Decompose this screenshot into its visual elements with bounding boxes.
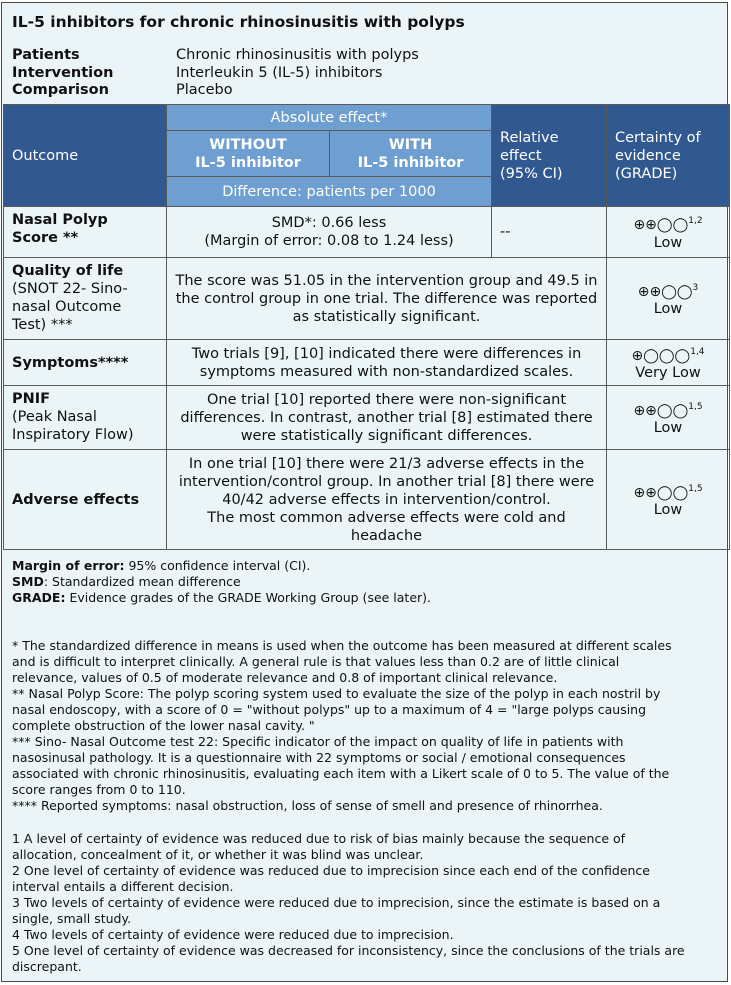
footnote-line: complete obstruction of the lower nasal cavity. "	[12, 718, 315, 733]
grade-note-line: 4 Two levels of certainty of evidence were reduced due to imprecision.	[12, 927, 454, 942]
grade-note-line: interval entails a different decision.	[12, 879, 234, 894]
comparison-value: Placebo	[176, 82, 233, 98]
effect-cell: The score was 51.05 in the intervention group and 49.5 in the control group in one trial. The difference was reported as statistically significant.	[167, 258, 607, 340]
footnote-line: and is difficult to interpret clinically. A general rule is that values less than 0.2 are of little clinical	[12, 654, 620, 669]
footnote-line: nasal endoscopy, with a score of 0 = "without polyps" up to a maximum of 4 = "large polyps causing	[12, 702, 647, 717]
grade-symbols: ⊕◯◯◯	[631, 347, 691, 364]
grade-label: Low	[653, 301, 683, 318]
footnotes-block	[12, 638, 724, 814]
effect-cell: One trial [10] reported there were non-significant differences. In contrast, another trial [8] estimated there were statistically significant differences.	[167, 386, 607, 450]
header-certainty: Certainty of evidence (GRADE)	[607, 105, 730, 207]
grade-label: Low	[653, 420, 683, 437]
grade-note-line: 3 Two levels of certainty of evidence were reduced due to imprecision, since the estimate is based on a	[12, 895, 661, 910]
grade-symbols: ⊕⊕◯◯	[637, 283, 693, 300]
findings-table	[3, 104, 730, 550]
effect-cell: SMD*: 0.66 less (Margin of error: 0.08 to 1.24 less)	[167, 207, 492, 258]
footnote-line: *** Sino- Nasal Outcome test 22: Specific indicator of the impact on quality of life in patients with	[12, 734, 624, 749]
footnote-line: ** Nasal Polyp Score: The polyp scoring system used to evaluate the size of the polyp in each nostril by	[12, 686, 661, 701]
outcome-cell: Adverse effects	[4, 450, 167, 550]
legend-block	[12, 558, 724, 606]
certainty-cell: ⊕⊕◯◯$^{1,5}$ Low	[607, 450, 730, 550]
header-relative-effect: Relative effect (95% CI)	[492, 105, 607, 207]
effect-cell: Two trials [9], [10] indicated there were differences in symptoms measured with non-standardized scales.	[167, 340, 607, 386]
header-difference: Difference: patients per 1000	[167, 177, 492, 207]
header-absolute-effect: Absolute effect*	[167, 105, 492, 131]
grade-symbols: ⊕⊕◯◯	[633, 484, 689, 501]
footnote-line: associated with chronic rhinosinusitis, evaluating each item with a Likert scale of 0 to 5. The value of the	[12, 766, 670, 781]
patients-value: Chronic rhinosinusitis with polyps	[176, 47, 419, 63]
legend-item: SMD: Standardized mean difference	[12, 574, 241, 589]
comparison-label: Comparison	[12, 82, 109, 98]
header-with: WITH IL-5 inhibitor	[330, 131, 492, 177]
footnote-line: nasosinusal pathology. It is a questionnaire with 22 symptoms or social / emotional consequences	[12, 750, 626, 765]
grade-notes-block	[12, 831, 724, 975]
grade-label: Low	[653, 234, 683, 251]
header-without: WITHOUT IL-5 inhibitor	[167, 131, 330, 177]
footnote-line: score ranges from 0 to 110.	[12, 782, 186, 797]
certainty-cell: ⊕⊕◯◯$^{1,5}$ Low	[607, 386, 730, 450]
legend-item: Margin of error: 95% confidence interval (CI).	[12, 558, 311, 573]
header-outcome: Outcome	[4, 105, 167, 207]
grade-note-line: discrepant.	[12, 959, 82, 974]
intervention-label: Intervention	[12, 64, 114, 81]
legend-item: GRADE: Evidence grades of the GRADE Working Group (see later).	[12, 590, 432, 605]
grade-note-line: allocation, concealment of it, or whether it was blind was unclear.	[12, 847, 424, 862]
certainty-cell: ⊕⊕◯◯$^3$ Low	[607, 258, 730, 340]
table-row	[4, 340, 730, 386]
table-row	[4, 258, 730, 340]
outcome-cell: Nasal Polyp Score **	[4, 207, 167, 258]
grade-note-line: 5 One level of certainty of evidence was decreased for inconsistency, since the conclusions of the trials are	[12, 943, 685, 958]
table-row	[4, 207, 730, 258]
grade-label: Very Low	[635, 365, 701, 382]
grade-note-line: 1 A level of certainty of evidence was reduced due to risk of bias mainly because the sequence of	[12, 831, 626, 846]
grade-note-line: 2 One level of certainty of evidence was reduced due to imprecision since each end of the confidence	[12, 863, 650, 878]
footnote-line: **** Reported symptoms: nasal obstruction, loss of sense of smell and presence of rhinorrhea.	[12, 798, 603, 813]
table-row	[4, 450, 730, 550]
effect-cell: In one trial [10] there were 21/3 adverse effects in the intervention/control group. In another trial [8] there were 40/42 adverse effects in intervention/control. The most common adverse effects were cold and headache	[167, 450, 607, 550]
footnote-line: relevance, values of 0.5 of moderate relevance and 0.8 of important clinical relevance.	[12, 670, 558, 685]
intervention-value: Interleukin 5 (IL-5) inhibitors	[176, 64, 383, 81]
grade-symbols: ⊕⊕◯◯	[633, 216, 689, 233]
table-row	[4, 386, 730, 450]
grade-note-line: single, small study.	[12, 911, 132, 926]
footnote-line: * The standardized difference in means is used when the outcome has been measured at different scales	[12, 638, 672, 653]
outcome-cell: Symptoms****	[4, 340, 167, 386]
summary-of-findings-panel	[1, 2, 728, 982]
grade-symbols: ⊕⊕◯◯	[633, 402, 689, 419]
outcome-cell: Quality of life (SNOT 22- Sino- nasal Outcome Test) ***	[4, 258, 167, 340]
relative-effect-cell: --	[492, 207, 607, 258]
patients-label: Patients	[12, 47, 80, 63]
outcome-cell: PNIF (Peak Nasal Inspiratory Flow)	[4, 386, 167, 450]
certainty-cell: ⊕◯◯◯$^{1,4}$ Very Low	[607, 340, 730, 386]
certainty-cell: ⊕⊕◯◯$^{1,2}$ Low	[607, 207, 730, 258]
page-title: IL-5 inhibitors for chronic rhinosinusitis with polyps	[12, 13, 465, 31]
grade-label: Low	[653, 502, 683, 519]
